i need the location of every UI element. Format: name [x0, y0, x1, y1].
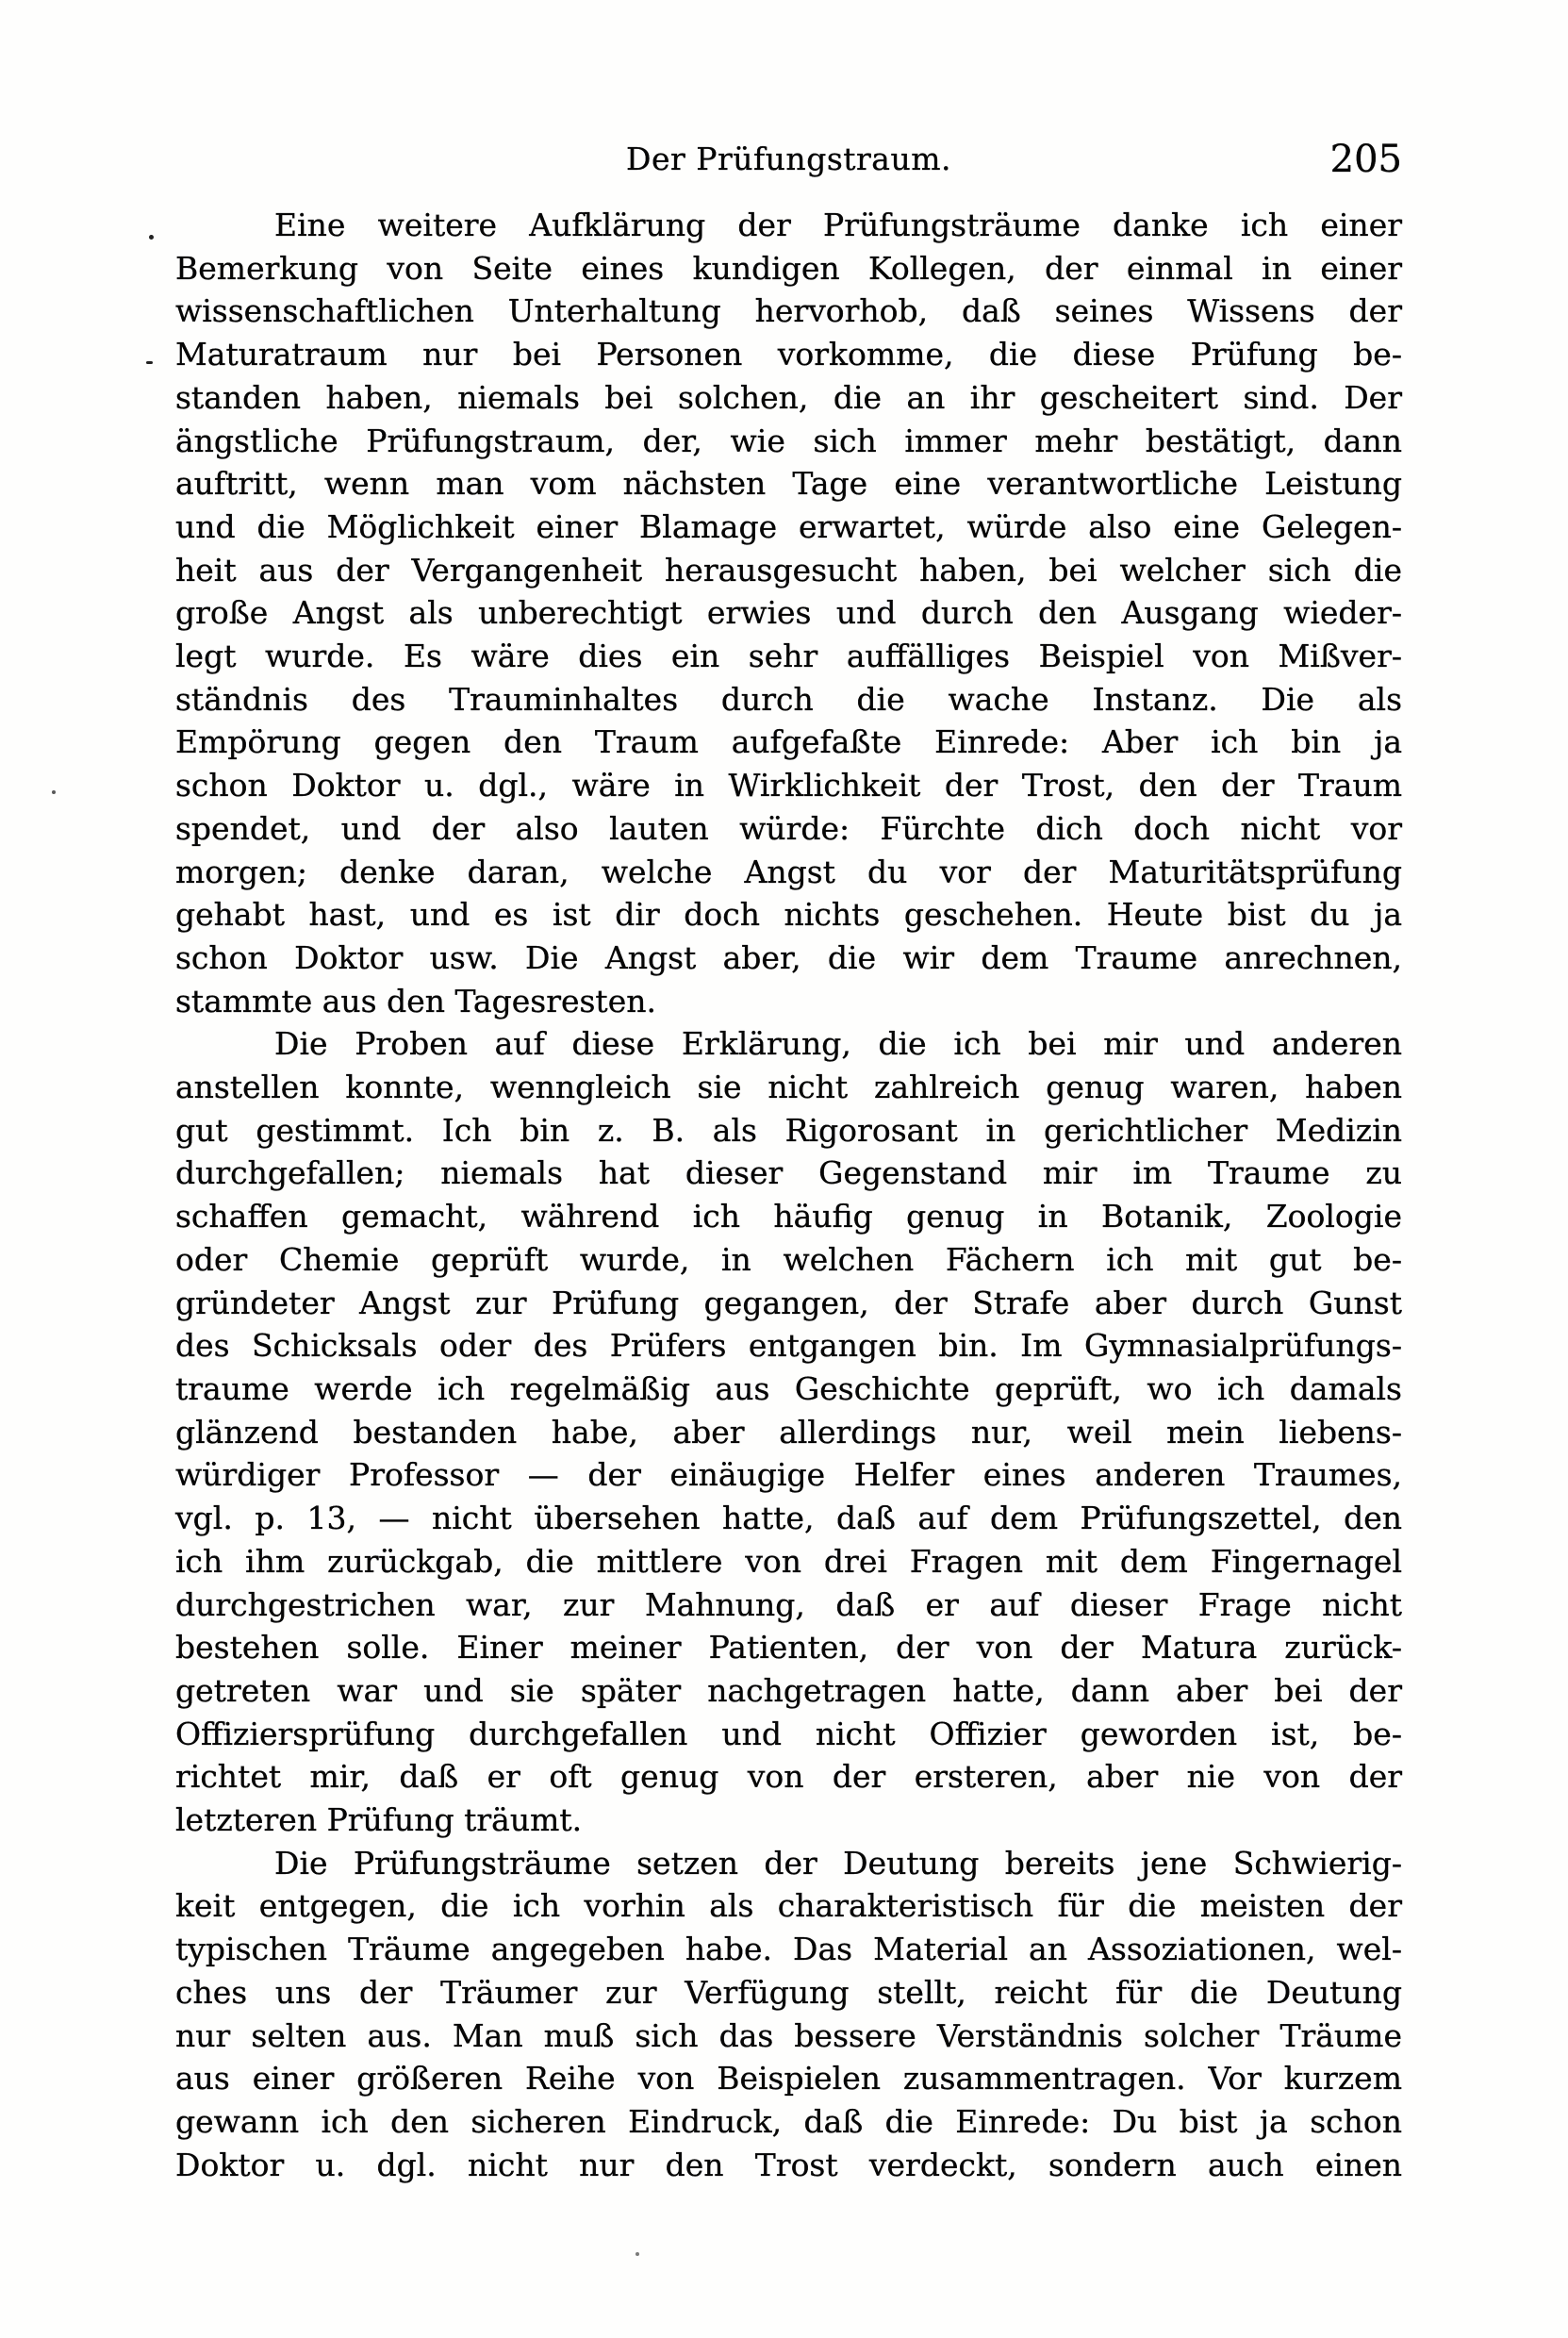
text-line: Eine weitere Aufklärung der Prüfungsträume danke ich einer: [274, 207, 1402, 243]
paragraph: [175, 1022, 1402, 1841]
text-line: schon Doktor u. dgl., wäre in Wirklichkeit der Trost, den der Traum: [175, 767, 1402, 804]
text-line: gut gestimmt. Ich bin z. B. als Rigorosant in gerichtlicher Medizin: [175, 1111, 1402, 1149]
running-title: Der Prüfungstraum.: [625, 141, 951, 177]
text-line: Bemerkung von Seite eines kundigen Kollegen, der einmal in einer: [175, 249, 1402, 287]
text-line: richtet mir, daß er oft genug von der ersteren, aber nie von der: [175, 1758, 1402, 1796]
text-line: legt wurde. Es wäre dies ein sehr auffälliges Beispiel von Mißver-: [175, 638, 1402, 675]
text-line: ich ihm zurückgab, die mittlere von drei Fragen mit dem Fingernagel: [175, 1542, 1402, 1580]
paragraph: [175, 204, 1402, 1022]
page-number: 205: [1329, 138, 1402, 181]
text-line: standen haben, niemals bei solchen, die an ihr gescheitert sind. Der: [175, 378, 1402, 416]
body-text: [175, 204, 1402, 2186]
text-line: spendet, und der also lauten würde: Fürchte dich doch nicht vor: [175, 809, 1402, 847]
text-line: bestehen solle. Einer meiner Patienten, der von der Matura zurück-: [175, 1629, 1402, 1666]
scan-speckle: [149, 235, 154, 240]
text-line: des Schicksals oder des Prüfers entgangen bin. Im Gymnasialprüfungs-: [175, 1327, 1402, 1365]
scan-speckle: [146, 361, 153, 364]
text-line: Maturatraum nur bei Personen vorkomme, die diese Prüfung be-: [175, 336, 1402, 373]
text-line: letzteren Prüfung träumt.: [175, 1801, 583, 1839]
text-line: stammte aus den Tagesresten.: [175, 982, 656, 1020]
page-header: [175, 138, 1402, 181]
text-line: ängstliche Prüfungstraum, der, wie sich immer mehr bestätigt, dann: [175, 422, 1402, 459]
text-line: ches uns der Träumer zur Verfügung stellt, reicht für die Deutung: [175, 1973, 1402, 2011]
text-line: ständnis des Trauminhaltes durch die wache Instanz. Die als: [175, 680, 1402, 718]
text-line: typischen Träume angegeben habe. Das Material an Assoziationen, wel-: [175, 1931, 1402, 1968]
text-line: Doktor u. dgl. nicht nur den Trost verdeckt, sondern auch einen: [175, 2146, 1402, 2183]
text-line: gründeter Angst zur Prüfung gegangen, der Strafe aber durch Gunst: [175, 1284, 1402, 1321]
text-line: wissenschaftlichen Unterhaltung hervorhob, daß seines Wissens der: [175, 292, 1402, 330]
text-line: getreten war und sie später nachgetragen hatte, dann aber bei der: [175, 1671, 1402, 1709]
text-line: traume werde ich regelmäßig aus Geschichte geprüft, wo ich damals: [175, 1369, 1402, 1407]
text-line: oder Chemie geprüft wurde, in welchen Fächern ich mit gut be-: [175, 1240, 1402, 1278]
text-line: Offiziersprüfung durchgefallen und nicht Offizier geworden ist, be-: [175, 1715, 1402, 1752]
text-line: durchgestrichen war, zur Mahnung, daß er auf dieser Frage nicht: [175, 1585, 1402, 1623]
text-line: gewann ich den sicheren Eindruck, daß die Einrede: Du bist ja schon: [175, 2102, 1402, 2140]
text-line: durchgefallen; niemals hat dieser Gegenstand mir im Traume zu: [175, 1154, 1402, 1192]
text-line: nur selten aus. Man muß sich das bessere Verständnis solcher Träume: [175, 2016, 1402, 2054]
text-line: vgl. p. 13, — nicht übersehen hatte, daß auf dem Prüfungszettel, den: [175, 1500, 1402, 1537]
text-line: große Angst als unberechtigt erwies und durch den Ausgang wieder-: [175, 594, 1402, 632]
text-line: glänzend bestanden habe, aber allerdings nur, weil mein liebens-: [175, 1413, 1402, 1451]
text-line: gehabt hast, und es ist dir doch nichts geschehen. Heute bist du ja: [175, 896, 1402, 934]
text-line: keit entgegen, die ich vorhin als charakteristisch für die meisten der: [175, 1887, 1402, 1925]
scan-speckle: [635, 2252, 639, 2256]
scan-speckle: [52, 790, 56, 794]
text-line: heit aus der Vergangenheit herausgesucht haben, bei welcher sich die: [175, 551, 1402, 589]
text-line: auftritt, wenn man vom nächsten Tage eine verantwortliche Leistung: [175, 465, 1402, 503]
text-line: aus einer größeren Reihe von Beispielen zusammentragen. Vor kurzem: [175, 2060, 1402, 2098]
text-line: Die Prüfungsträume setzen der Deutung bereits jene Schwierig-: [274, 1844, 1402, 1882]
text-line: würdiger Professor — der einäugige Helfer eines anderen Traumes,: [175, 1456, 1402, 1494]
paragraph: [175, 1842, 1402, 2187]
text-line: Empörung gegen den Traum aufgefaßte Einrede: Aber ich bin ja: [175, 723, 1402, 761]
text-line: schaffen gemacht, während ich häufig genug in Botanik, Zoologie: [175, 1198, 1402, 1235]
text-line: schon Doktor usw. Die Angst aber, die wir dem Traume anrechnen,: [175, 938, 1402, 976]
text-line: und die Möglichkeit einer Blamage erwartet, würde also eine Gelegen-: [175, 507, 1402, 545]
text-line: anstellen konnte, wenngleich sie nicht zahlreich genug waren, haben: [175, 1069, 1402, 1106]
text-line: Die Proben auf diese Erklärung, die ich bei mir und anderen: [274, 1025, 1402, 1063]
text-line: morgen; denke daran, welche Angst du vor der Maturitätsprüfung: [175, 853, 1402, 890]
